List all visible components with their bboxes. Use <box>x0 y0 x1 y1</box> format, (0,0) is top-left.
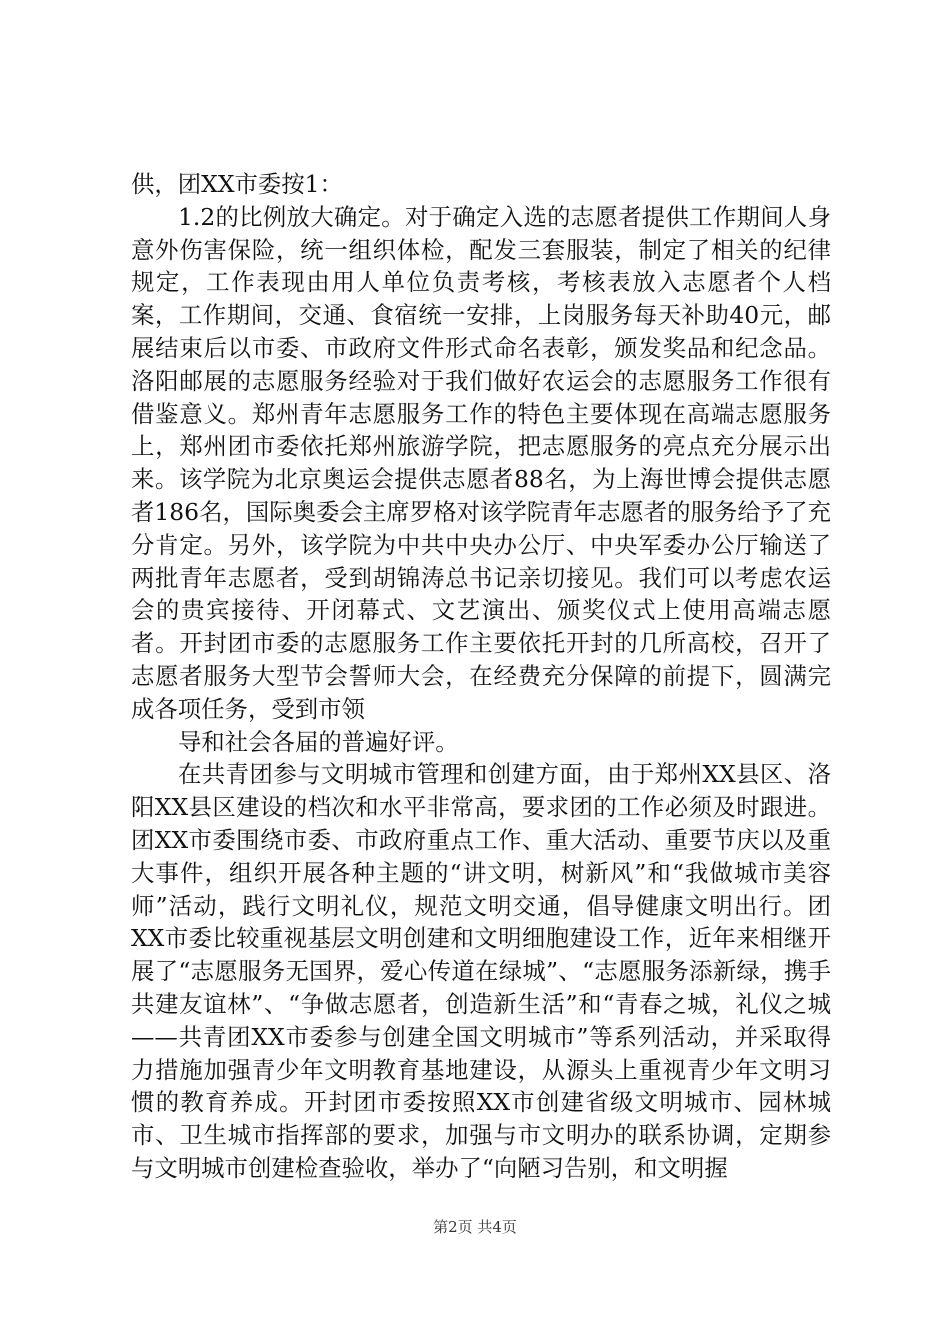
paragraph-4: 在共青团参与文明城市管理和创建方面，由于郑州XX县区、洛阳XX县区建设的档次和水平非常高，要求团的工作必须及时跟进。团XX市委围绕市委、市政府重点工作、重大活动、重要节庆以及重大事件，组织开展各种主题的“讲文明，树新风”和“我做城市美容师”活动，践行文明礼仪，规范文明交通，倡导健康文明出行。团XX市委比较重视基层文明创建和文明细胞建设工作，近年来相继开展了“志愿服务无国界，爱心传道在绿城”、“志愿服务添新绿，携手共建友谊林”、“争做志愿者，创造新生活”和“青春之城，礼仪之城——共青团XX市委参与创建全国文明城市”等系列活动，并采取得力措施加强青少年文明教育基地建设，从源头上重视青少年文明习惯的教育养成。开封团市委按照XX市创建省级文明城市、园林城市、卫生城市指挥部的要求，加强与市文明办的联系协调，定期参与文明城市创建检查验收，举办了“向陋习告别，和文明握 <box>131 760 831 1182</box>
paragraph-1: 供，团XX市委按1： <box>131 170 343 198</box>
page-number-footer: 第2页 共4页 <box>433 1218 517 1236</box>
paragraph-3: 导和社会各届的普遍好评。 <box>178 727 459 756</box>
document-body <box>131 168 831 1185</box>
paragraph-2: 1.2的比例放大确定。对于确定入选的志愿者提供工作期间人身意外伤害保险，统一组织体检，配发三套服装，制定了相关的纪律规定，工作表现由用人单位负责考核，考核表放入志愿者个人档案，工作期间，交通、食宿统一安排，上岗服务每天补助40元，邮展结束后以市委、市政府文件形式命名表彰，颁发奖品和纪念品。洛阳邮展的志愿服务经验对于我们做好农运会的志愿服务工作很有借鉴意义。郑州青年志愿服务工作的特色主要体现在高端志愿服务上，郑州团市委依托郑州旅游学院，把志愿服务的亮点充分展示出来。该学院为北京奥运会提供志愿者88名，为上海世博会提供志愿者186名，国际奥委会主席罗格对该学院青年志愿者的服务给予了充分肯定。另外，该学院为中共中央办公厅、中央军委办公厅输送了两批青年志愿者，受到胡锦涛总书记亲切接见。我们可以考虑农运会的贵宾接待、开闭幕式、文艺演出、颁奖仪式上使用高端志愿者。开封团市委的志愿服务工作主要依托开封的几所高校，召开了志愿者服务大型节会誓师大会，在经费充分保障的前提下，圆满完成各项任务，受到市领 <box>131 202 831 723</box>
